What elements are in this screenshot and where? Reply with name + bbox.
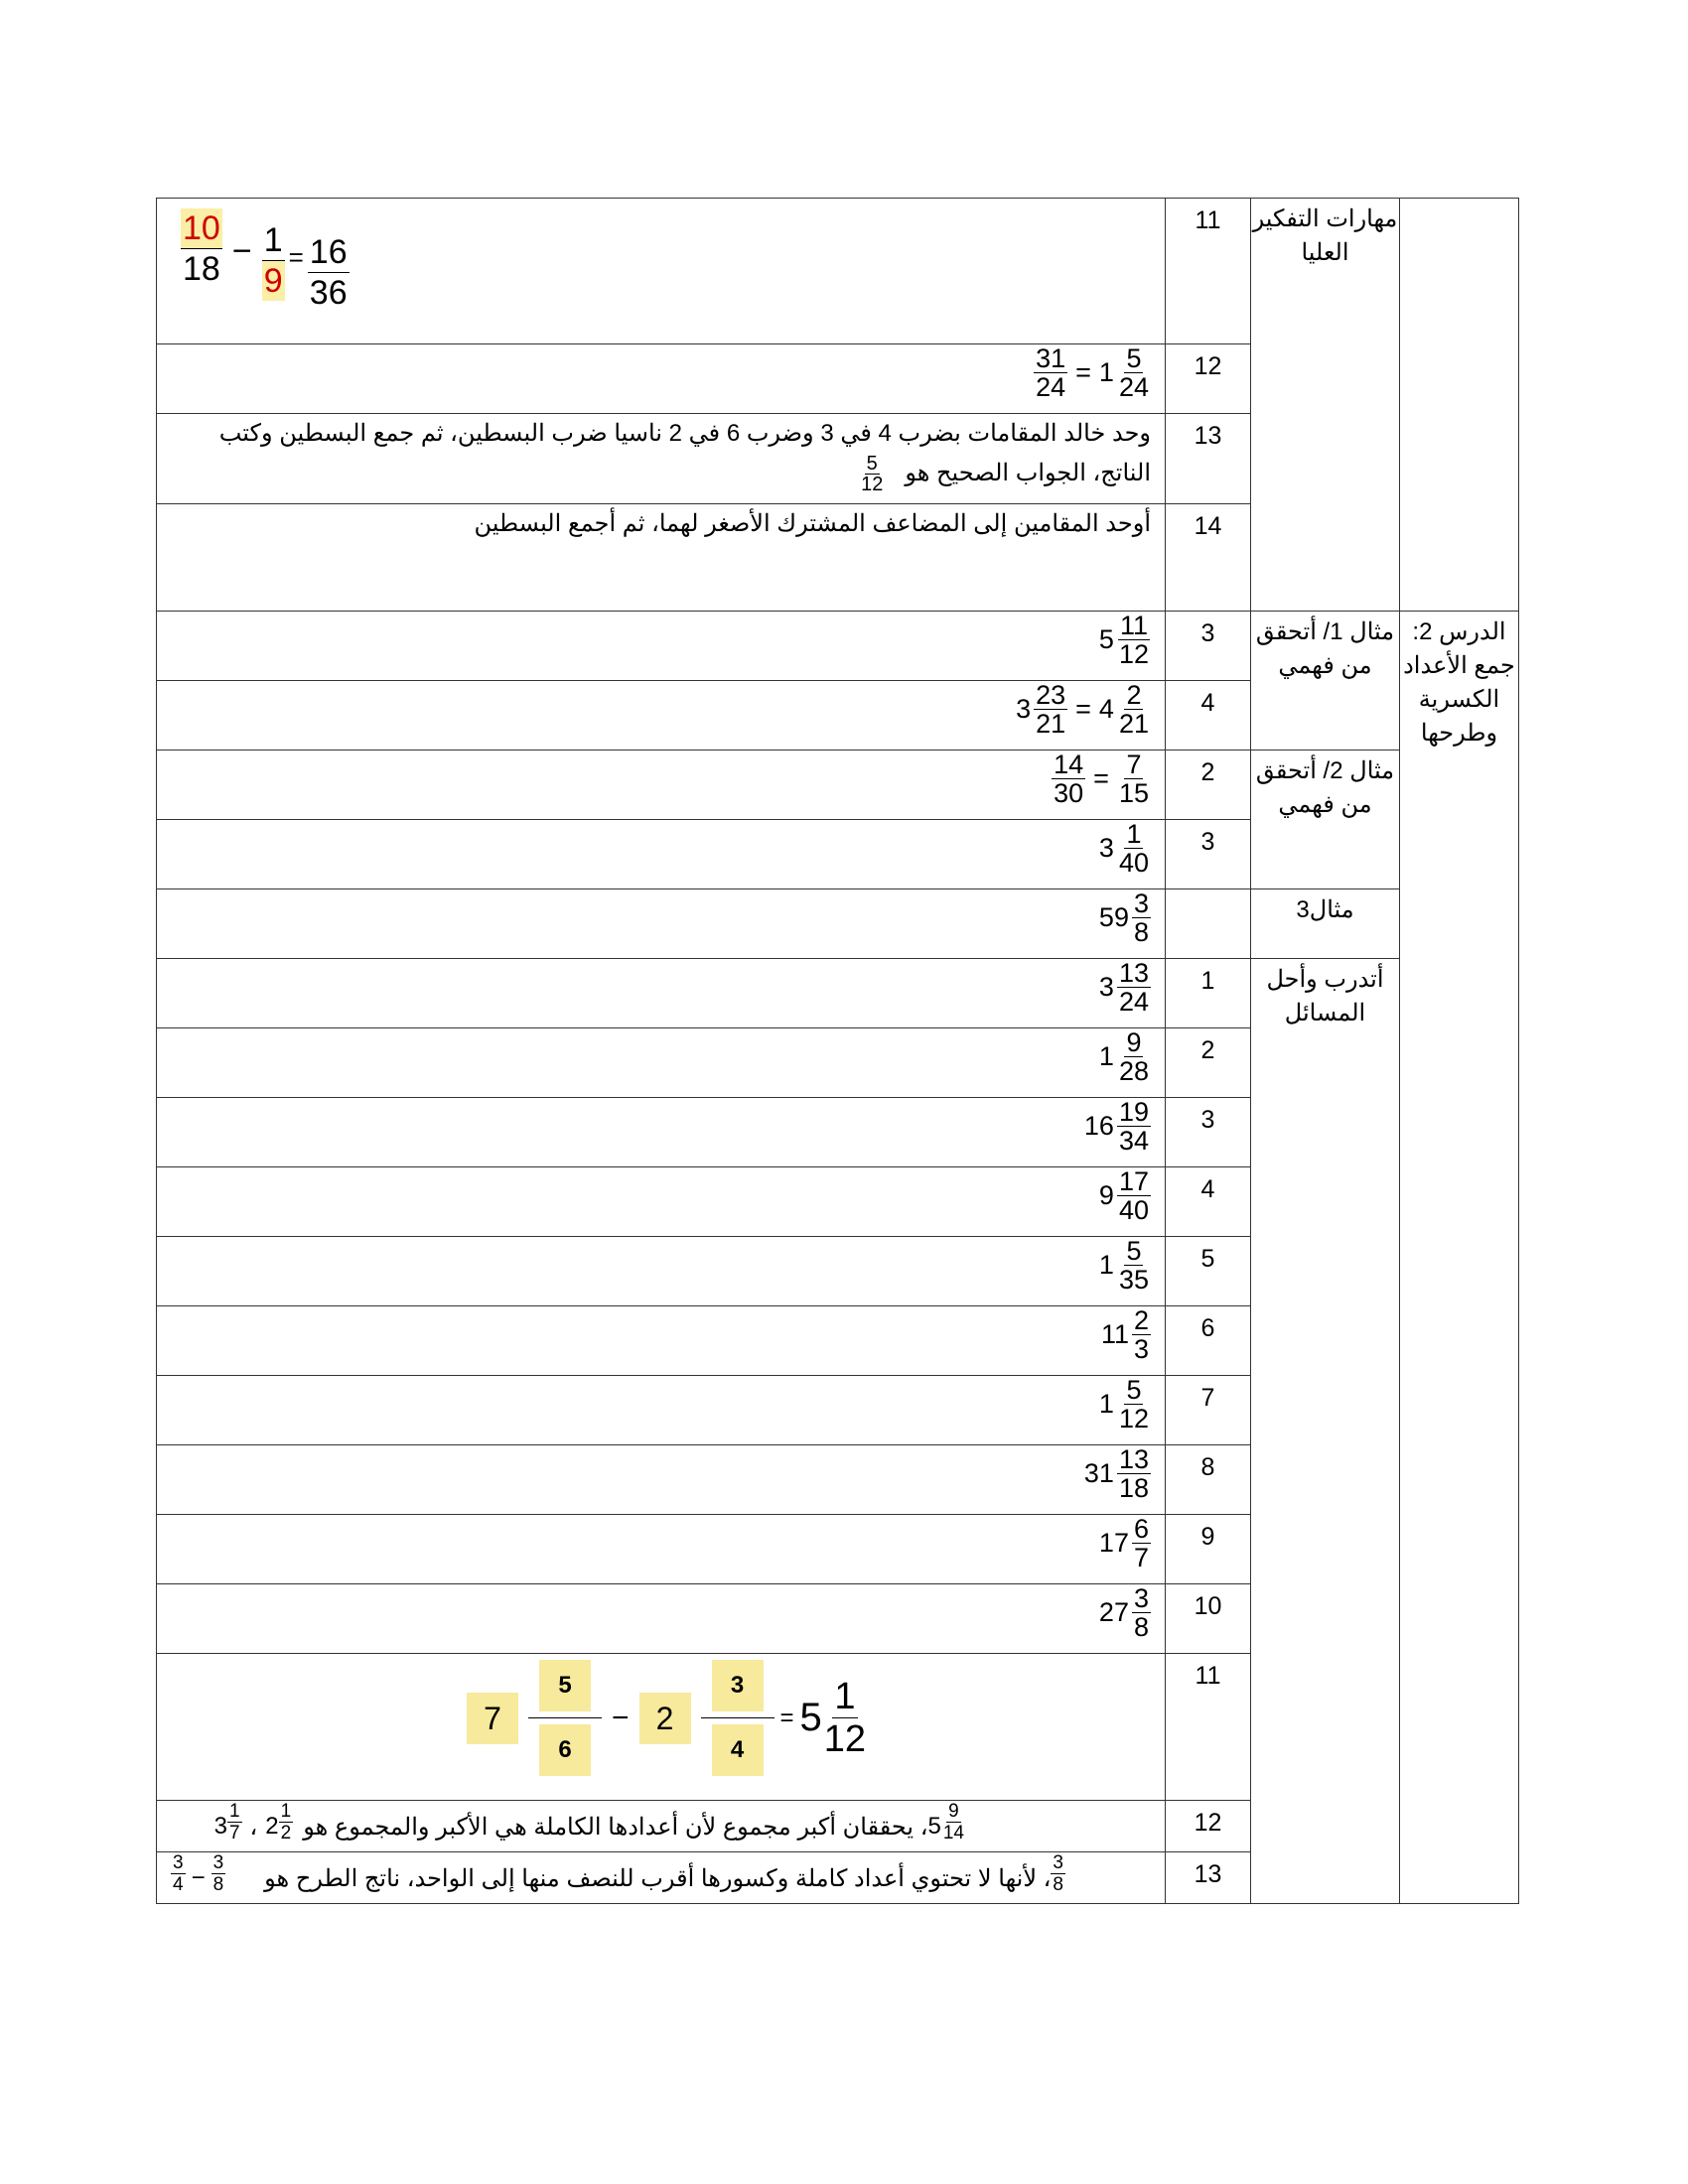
whole-number-box: 7 (467, 1693, 518, 1744)
whole-number-box: 2 (639, 1693, 691, 1744)
numerator: 2 (1126, 680, 1142, 710)
numerator: 23 (1036, 680, 1066, 710)
whole-number: 11 (1100, 1319, 1129, 1349)
question-number: 6 (1166, 1306, 1251, 1376)
lesson-label: الدرس 2: جمع الأعداد الكسرية وطرحها (1400, 612, 1519, 1904)
equals-sign: = (1075, 357, 1091, 387)
question-number: 1 (1166, 959, 1251, 1028)
section-label: مثال 2/ أتحقق من فهمي (1251, 751, 1400, 889)
answer-text: أوحد المقامين إلى المضاعف المشترك الأصغر لهما، ثم أجمع البسطين (474, 510, 1151, 537)
question-number: 11 (1166, 1654, 1251, 1801)
denominator: 18 (1118, 1473, 1149, 1503)
question-number: 2 (1166, 1028, 1251, 1098)
separator: ، (249, 1814, 258, 1841)
mixed-number (1099, 1237, 1151, 1294)
denominator: 7 (228, 1823, 240, 1843)
numerator: 10 (183, 209, 220, 247)
equals-sign: = (288, 242, 304, 272)
mixed-number (928, 1801, 967, 1843)
table-row (157, 612, 1519, 681)
denominator: 8 (1133, 917, 1149, 947)
whole-number: 1 (1098, 1041, 1114, 1071)
numerator: 1 (1126, 819, 1142, 849)
whole-number: 59 (1098, 902, 1129, 932)
denominator: 7 (1133, 1543, 1149, 1572)
mixed-number (1101, 1306, 1151, 1363)
numerator: 3 (173, 1852, 184, 1873)
question-number: 14 (1166, 504, 1251, 612)
whole-number: 27 (1098, 1597, 1129, 1627)
question-number: 9 (1166, 1515, 1251, 1584)
numerator: 9 (1126, 1027, 1142, 1057)
minus-sign: − (191, 1864, 206, 1891)
denominator: 14 (942, 1823, 964, 1843)
mixed-number (1099, 1515, 1151, 1571)
fraction (181, 208, 222, 289)
fraction-expression (181, 208, 350, 313)
answer-line (171, 1801, 966, 1843)
denominator: 35 (1118, 1265, 1149, 1295)
numerator: 14 (1054, 750, 1084, 779)
denominator-box: 6 (539, 1724, 591, 1776)
answer-key-table (156, 198, 1519, 1904)
mixed-number (1099, 820, 1151, 877)
fraction-small (859, 454, 885, 494)
mixed-number (1099, 612, 1151, 668)
denominator: 9 (263, 262, 283, 300)
denominator: 40 (1118, 1195, 1149, 1225)
denominator: 12 (1118, 639, 1149, 669)
whole-number: 2 (265, 1813, 279, 1840)
question-number: 4 (1166, 681, 1251, 751)
fraction-expression (1052, 751, 1151, 807)
minus-sign: − (231, 232, 252, 270)
answer-cell (157, 199, 1166, 344)
answer-cell (157, 1515, 1166, 1584)
numerator: 5 (1126, 1375, 1142, 1405)
question-number: 12 (1166, 344, 1251, 414)
answer-cell (157, 820, 1166, 889)
answer-cell (157, 1028, 1166, 1098)
section-label: مهارات التفكير العليا (1251, 199, 1400, 612)
denominator: 21 (1118, 709, 1149, 739)
fraction (528, 1660, 602, 1776)
answer-text: ، يحققان أكبر مجموع لأن أعدادها الكاملة هي الأكبر والمجموع هو (303, 1814, 928, 1841)
numerator: 7 (1126, 750, 1142, 779)
denominator: 12 (861, 474, 884, 495)
numerator: 13 (1118, 1444, 1149, 1474)
denominator: 2 (280, 1823, 292, 1843)
answer-cell (157, 612, 1166, 681)
denominator: 12 (1118, 1404, 1149, 1433)
denominator: 36 (309, 274, 348, 312)
numerator: 5 (866, 453, 878, 475)
whole-number: 3 (1098, 972, 1114, 1002)
numerator: 13 (1118, 958, 1149, 988)
table-row (157, 751, 1519, 820)
table-row (157, 889, 1519, 959)
answer-cell (157, 1167, 1166, 1237)
fraction (262, 208, 285, 301)
question-number: 12 (1166, 1801, 1251, 1852)
question-number (1166, 889, 1251, 959)
fraction-expression (467, 1660, 868, 1776)
answer-cell (157, 414, 1166, 504)
denominator: 18 (183, 250, 220, 288)
question-number: 3 (1166, 612, 1251, 681)
section-label: مثال3 (1251, 889, 1400, 959)
section-label: مثال 1/ أتحقق من فهمي (1251, 612, 1400, 751)
answer-text-fragment: الناتج، الجواب الصحيح هو (905, 460, 1151, 486)
fraction-expression (1016, 681, 1151, 738)
question-number: 4 (1166, 1167, 1251, 1237)
whole-number: 3 (1098, 833, 1114, 863)
table-row (157, 199, 1519, 344)
question-number: 8 (1166, 1445, 1251, 1515)
numerator: 5 (1126, 343, 1142, 373)
answer-cell (157, 1801, 1166, 1852)
question-number: 13 (1166, 1852, 1251, 1904)
denominator: 4 (173, 1874, 184, 1895)
question-number: 5 (1166, 1237, 1251, 1306)
whole-number: 3 (213, 1813, 227, 1840)
fraction (1117, 344, 1151, 401)
numerator: 31 (1036, 343, 1066, 373)
denominator: 24 (1118, 372, 1149, 402)
numerator: 1 (834, 1676, 856, 1717)
answer-cell (157, 1376, 1166, 1445)
numerator: 17 (1118, 1166, 1149, 1196)
mixed-number (1084, 1445, 1151, 1502)
question-number: 11 (1166, 199, 1251, 344)
answer-cell (157, 344, 1166, 414)
answer-cell (157, 751, 1166, 820)
whole-number: 5 (799, 1696, 822, 1739)
numerator: 1 (228, 1801, 240, 1822)
fraction (701, 1660, 774, 1776)
numerator: 19 (1118, 1097, 1149, 1127)
answer-cell (157, 1237, 1166, 1306)
numerator: 3 (1133, 888, 1149, 918)
denominator: 21 (1036, 709, 1066, 739)
numerator: 16 (309, 233, 348, 271)
question-number: 2 (1166, 751, 1251, 820)
denominator: 40 (1118, 848, 1149, 878)
whole-number: 9 (1098, 1180, 1114, 1210)
fraction (1034, 344, 1067, 401)
mixed-number (1099, 1376, 1151, 1433)
numerator: 1 (280, 1801, 292, 1822)
fraction-expression (171, 1852, 225, 1895)
answer-cell (157, 681, 1166, 751)
question-number: 3 (1166, 1098, 1251, 1167)
table-row (157, 959, 1519, 1028)
equals-sign: = (779, 1704, 794, 1731)
numerator: 1 (262, 208, 285, 261)
mixed-number (1099, 1584, 1151, 1641)
whole-number: 3 (1016, 694, 1032, 724)
denominator: 28 (1118, 1056, 1149, 1086)
answer-cell (157, 959, 1166, 1028)
denominator: 12 (823, 1718, 867, 1760)
answer-cell (157, 1654, 1166, 1801)
minus-sign: − (612, 1701, 630, 1734)
answer-text (219, 414, 1151, 494)
whole-number: 4 (1098, 694, 1114, 724)
answer-line: وحد خالد المقامات بضرب 4 في 3 وضرب 6 في 2 ناسيا ضرب البسطين، ثم جمع البسطين وكتب (218, 420, 1151, 447)
denominator: 34 (1118, 1126, 1149, 1156)
lesson-label-empty (1400, 199, 1519, 612)
denominator-box: 4 (712, 1724, 764, 1776)
whole-number: 31 (1083, 1458, 1114, 1488)
denominator: 3 (1133, 1334, 1149, 1364)
mixed-number (1099, 1167, 1151, 1224)
answer-text: ، لأنها لا تحتوي أعداد كاملة وكسورها أقرب للنصف منها إلى الواحد، ناتج الطرح هو (264, 1865, 1052, 1892)
mixed-number (265, 1801, 303, 1843)
denominator: 24 (1118, 987, 1149, 1017)
numerator: 5 (1126, 1236, 1142, 1266)
question-number: 10 (1166, 1584, 1251, 1654)
section-label: أتدرب وأحل المسائل (1251, 959, 1400, 1904)
fraction (822, 1676, 868, 1760)
mixed-number (1099, 889, 1151, 946)
denominator: 8 (1053, 1874, 1063, 1895)
equals-sign: = (1075, 694, 1091, 724)
fraction (1051, 1852, 1065, 1895)
question-number: 13 (1166, 414, 1251, 504)
mixed-number (1099, 1028, 1151, 1085)
whole-number: 5 (927, 1813, 941, 1840)
denominator: 30 (1054, 778, 1084, 808)
denominator: 8 (1133, 1612, 1149, 1642)
answer-cell (157, 1098, 1166, 1167)
answer-cell (157, 1584, 1166, 1654)
numerator-box: 3 (712, 1660, 764, 1711)
whole-number: 5 (1098, 624, 1114, 654)
mixed-number (1099, 959, 1151, 1016)
answer-cell (157, 1306, 1166, 1376)
question-number: 7 (1166, 1376, 1251, 1445)
numerator: 2 (1133, 1305, 1149, 1335)
whole-number: 1 (1098, 1389, 1114, 1419)
numerator-box: 5 (539, 1660, 591, 1711)
denominator: 8 (212, 1874, 224, 1895)
answer-cell (157, 889, 1166, 959)
fraction (308, 208, 350, 313)
answer-cell (157, 1445, 1166, 1515)
mixed-number (214, 1801, 242, 1843)
numerator: 6 (1133, 1514, 1149, 1544)
numerator: 3 (1133, 1583, 1149, 1613)
numerator: 3 (1053, 1852, 1063, 1873)
whole-number: 16 (1083, 1111, 1114, 1141)
equals-sign: = (1093, 763, 1109, 793)
mixed-number (1084, 1098, 1151, 1155)
fraction-expression (1034, 344, 1151, 401)
numerator: 11 (1119, 611, 1148, 640)
answer-line (219, 454, 1151, 494)
answer-cell (157, 1852, 1166, 1904)
whole-number: 17 (1098, 1528, 1129, 1558)
answer-line (171, 1852, 1065, 1895)
denominator: 24 (1036, 372, 1066, 402)
question-number: 3 (1166, 820, 1251, 889)
numerator: 9 (948, 1801, 959, 1822)
whole-number: 1 (1098, 357, 1114, 387)
answer-cell (157, 504, 1166, 612)
denominator: 15 (1118, 778, 1149, 808)
whole-number: 1 (1098, 1250, 1114, 1280)
numerator: 3 (212, 1852, 224, 1873)
